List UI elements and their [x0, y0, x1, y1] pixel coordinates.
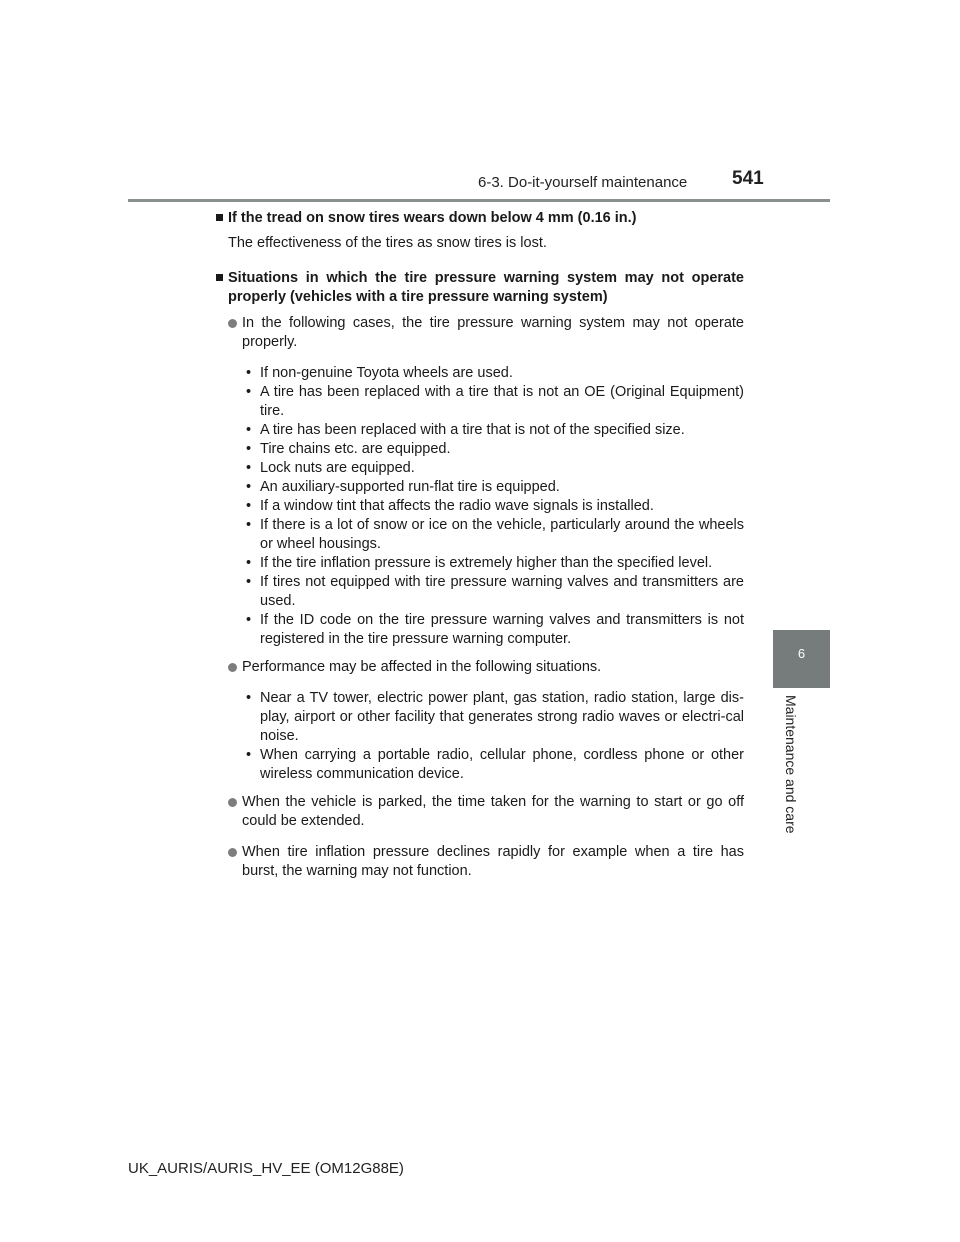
bullet-performance-text: Performance may be affected in the following situations.: [242, 659, 602, 675]
page-content: [216, 209, 744, 881]
bullet-performance: [228, 658, 744, 677]
footer-code: UK_AURIS/AURIS_HV_EE (OM12G88E): [128, 1160, 404, 1177]
bullet-cases: [228, 314, 744, 352]
bullet-parked-text: When the vehicle is parked, the time taken for the warning to start or go off could be extended.: [242, 794, 744, 829]
section-title: 6-3. Do-it-yourself maintenance: [478, 174, 688, 191]
heading-tpws-text: Situations in which the tire pressure warning system may not operate properly (vehicles with a tire pressure warning system): [228, 270, 744, 305]
heading-tpws: [216, 269, 744, 307]
chapter-tab-number: 6: [797, 646, 806, 661]
list-item: • Near a TV tower, electric power plant, gas station, radio station, large dis-play, airport or other facility that generates strong radio waves or electri-cal noise.: [246, 690, 744, 744]
list-item: • If tires not equipped with tire pressure warning valves and transmitters are used.: [246, 574, 744, 609]
square-bullet-icon: [216, 214, 223, 221]
cases-list: [246, 364, 744, 649]
list-item: • If there is a lot of snow or ice on the vehicle, particularly around the wheels or wheel housings.: [246, 517, 744, 552]
heading-snow-tires: [216, 209, 744, 228]
list-item: • If the ID code on the tire pressure warning valves and transmitters is not registered in the tire pressure warning computer.: [246, 612, 744, 647]
list-item: • When carrying a portable radio, cellular phone, cordless phone or other wireless communication device.: [246, 747, 744, 782]
circle-bullet-icon: [228, 319, 237, 328]
chapter-tab: [773, 630, 830, 688]
list-item: • An auxiliary-supported run-flat tire is equipped.: [246, 479, 560, 495]
bullet-cases-text: In the following cases, the tire pressure warning system may not operate properly.: [242, 315, 744, 350]
heading-snow-tires-text: If the tread on snow tires wears down below 4 mm (0.16 in.): [228, 210, 637, 226]
performance-list: [246, 689, 744, 784]
snow-tires-text: The effectiveness of the tires as snow tires is lost.: [228, 235, 547, 251]
list-item: • Tire chains etc. are equipped.: [246, 441, 451, 457]
list-item: • Lock nuts are equipped.: [246, 460, 415, 476]
bullet-parked: [228, 793, 744, 831]
chapter-label: Maintenance and care: [783, 695, 799, 834]
circle-bullet-icon: [228, 798, 237, 807]
list-item: • A tire has been replaced with a tire that is not an OE (Original Equipment) tire.: [246, 384, 744, 419]
list-item: • A tire has been replaced with a tire that is not of the specified size.: [246, 422, 685, 438]
list-item: • If non-genuine Toyota wheels are used.: [246, 365, 513, 381]
bullet-burst-text: When tire inflation pressure declines rapidly for example when a tire has burst, the warning may not function.: [242, 844, 744, 879]
list-item: • If a window tint that affects the radio wave signals is installed.: [246, 498, 654, 514]
header-divider: [128, 199, 830, 202]
page-number: 541: [732, 168, 764, 189]
circle-bullet-icon: [228, 663, 237, 672]
list-item: • If the tire inflation pressure is extremely higher than the specified level.: [246, 555, 713, 571]
bullet-burst: [228, 843, 744, 881]
square-bullet-icon: [216, 274, 223, 281]
circle-bullet-icon: [228, 848, 237, 857]
